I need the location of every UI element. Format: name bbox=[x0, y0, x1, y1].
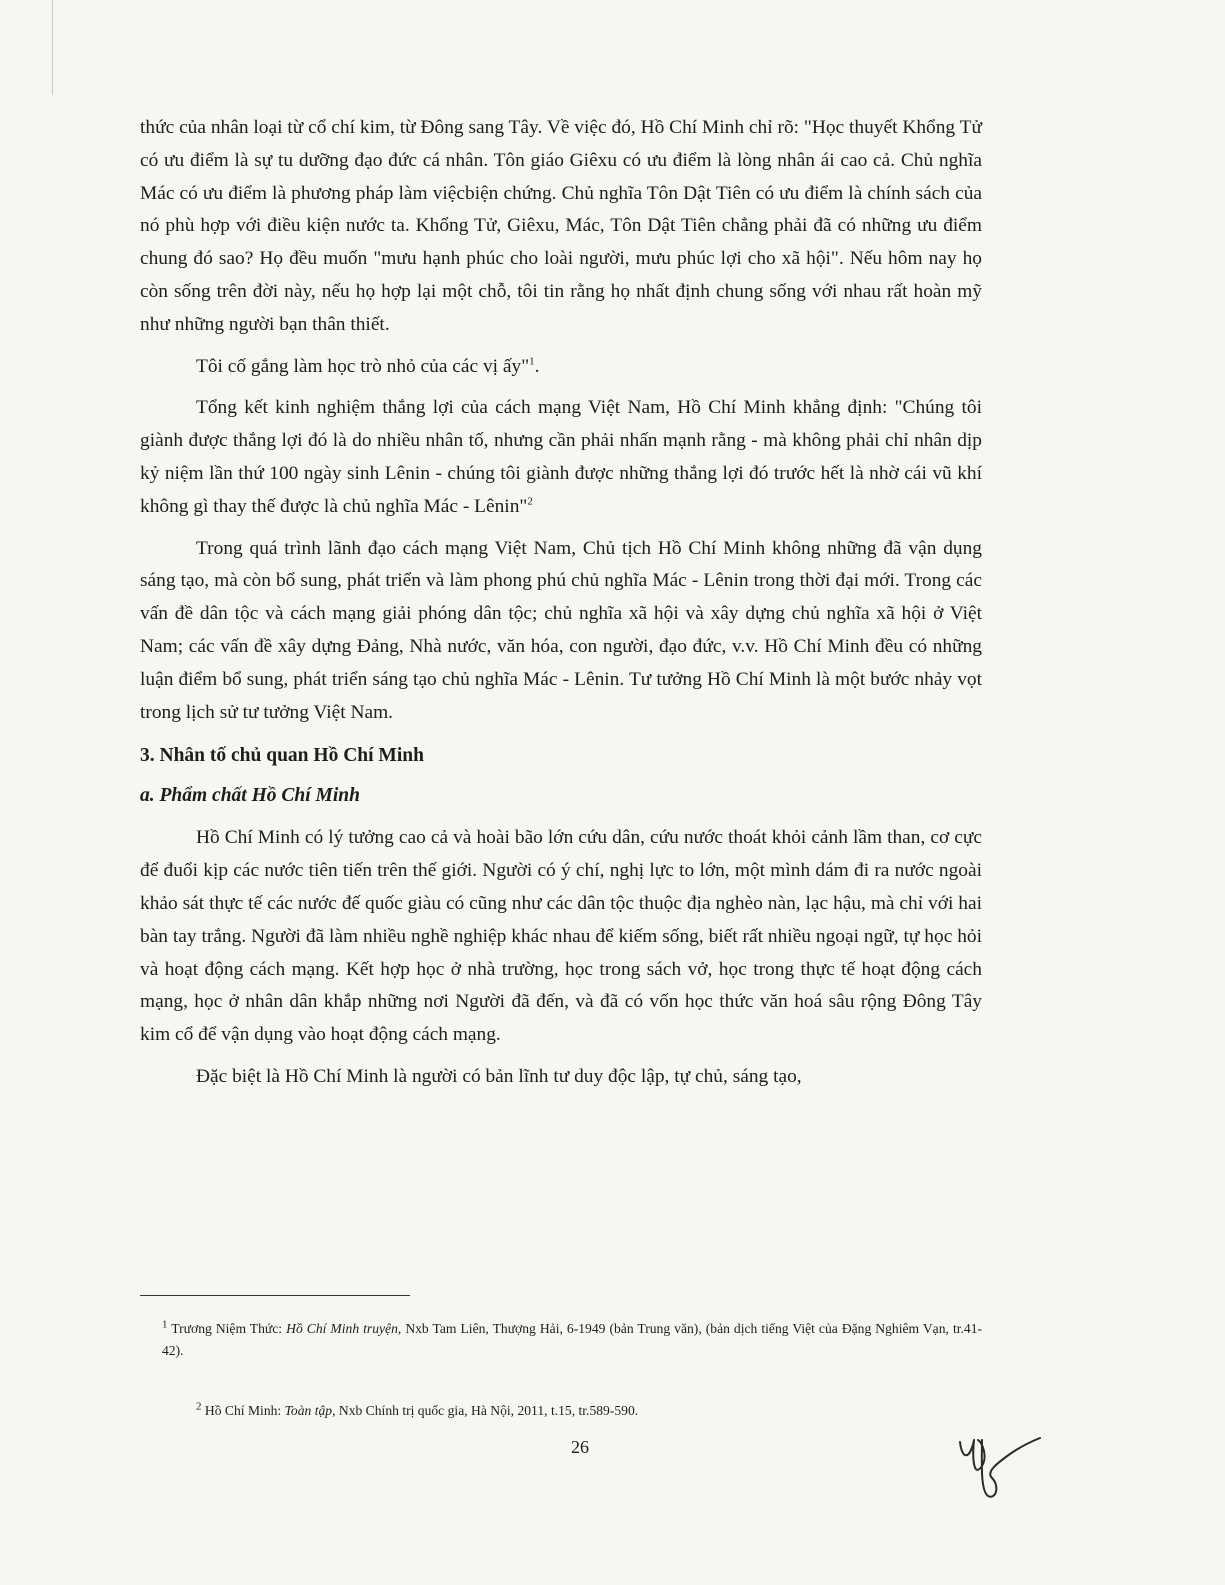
paragraph-2 bbox=[140, 351, 982, 384]
footnote-2-author: Hồ Chí Minh: bbox=[204, 1403, 285, 1418]
paragraph-5: Hồ Chí Minh có lý tưởng cao cả và hoài bão lớn cứu dân, cứu nước thoát khỏi cảnh lầm than, cơ cực để đuổi kịp các nước tiên tiến trên thế giới. Người có ý chí, nghị lực to lớn, một mình dám đi ra nước ngoài khảo sát thực tế các nước đế quốc giàu có cũng như các dân tộc thuộc địa nghèo nàn, lạc hậu, mà chỉ với hai bàn tay trắng. Người đã làm nhiều nghề nghiệp khác nhau để kiếm sống, biết rất nhiều ngoại ngữ, tự học hỏi và hoạt động cách mạng. Kết hợp học ở nhà trường, học trong sách vở, học trong thực tế hoạt động cách mạng, học ở nhân dân khắp những nơi Người đã đến, và đã có vốn học thức văn hoá sâu rộng Đông Tây kim cổ để vận dụng vào hoạt động cách mạng. bbox=[140, 827, 982, 1046]
paragraph-1: thức của nhân loại từ cổ chí kim, từ Đông sang Tây. Về việc đó, Hồ Chí Minh chỉ rõ: "Học thuyết Khổng Tử có ưu điểm là sự tu dưỡng đạo đức cá nhân. Tôn giáo Giêxu có ưu điểm là lòng nhân ái cao cả. Chủ nghĩa Mác có ưu điểm là phương pháp làm việcbiện chứng. Chủ nghĩa Tôn Dật Tiên có ưu điểm là chính sách của nó phù hợp với điều kiện nước ta. Khổng Tử, Giêxu, Mác, Tôn Dật Tiên chẳng phải đã có những ưu điểm chung đó sao? Họ đều muốn "mưu hạnh phúc cho loài người, mưu phúc lợi cho xã hội". Nếu hôm nay họ còn sống trên đời này, nếu họ hợp lại một chỗ, tôi tin rằng họ nhất định chung sống với nhau rất hoàn mỹ như những người bạn thân thiết. bbox=[140, 117, 982, 335]
footnote-ref-2: 2 bbox=[527, 495, 533, 508]
footnote-1-title: Hồ Chí Minh truyện bbox=[286, 1321, 398, 1336]
paragraph-3-text: Tổng kết kinh nghiệm thắng lợi của cách mạng Việt Nam, Hồ Chí Minh khẳng định: "Chúng tôi giành được thắng lợi đó là do nhiều nhân tố, nhưng cần phải nhấn mạnh rằng - mà không phải chỉ nhân dịp kỷ niệm lần thứ 100 ngày sinh Lênin - chúng tôi giành được những thắng lợi đó trước hết là nhờ cái vũ khí không gì thay thế được là chủ nghĩa Mác - Lênin" bbox=[140, 397, 982, 517]
paragraph-6: Đặc biệt là Hồ Chí Minh là người có bản lĩnh tư duy độc lập, tự chủ, sáng tạo, bbox=[196, 1065, 802, 1087]
page-number: 26 bbox=[571, 1437, 589, 1457]
subsection-heading: a. Phẩm chất Hồ Chí Minh bbox=[140, 785, 360, 807]
footnote-1-mark: 1 bbox=[162, 1318, 168, 1331]
footnote-2-rest: , Nxb Chính trị quốc gia, Hà Nội, 2011, t.15, tr.589-590. bbox=[332, 1403, 639, 1418]
footnote-1-author: Trương Niệm Thức: bbox=[171, 1321, 287, 1336]
footnote-2-title: Toàn tập bbox=[284, 1403, 333, 1418]
body-text bbox=[140, 112, 982, 1094]
scan-edge-line bbox=[52, 0, 53, 95]
footnotes bbox=[140, 1318, 982, 1422]
footnote-1-rest: , Nxb Tam Liên, Thượng Hải, 6-1949 (bản Trung văn), (bản dịch tiếng Việt của Đặng Nghiêm Vạn, tr.41-42). bbox=[162, 1321, 983, 1358]
footnote-separator bbox=[140, 1295, 410, 1296]
paragraph-3 bbox=[140, 392, 982, 523]
footnote-2 bbox=[140, 1400, 982, 1422]
paragraph-4: Trong quá trình lãnh đạo cách mạng Việt Nam, Chủ tịch Hồ Chí Minh không những đã vận dụng sáng tạo, mà còn bổ sung, phát triển và làm phong phú chủ nghĩa Mác - Lênin trong thời đại mới. Trong các vấn đề dân tộc và cách mạng giải phóng dân tộc; chủ nghĩa xã hội và xây dựng chủ nghĩa xã hội ở Việt Nam; các vấn đề xây dựng Đảng, Nhà nước, văn hóa, con người, đạo đức, v.v. Hồ Chí Minh đều có những luận điểm bổ sung, phát triển sáng tạo chủ nghĩa Mác - Lênin. Tư tưởng Hồ Chí Minh là một bước nhảy vọt trong lịch sử tư tưởng Việt Nam. bbox=[140, 537, 982, 723]
paragraph-2-tail: . bbox=[534, 355, 540, 377]
handwritten-initials-signature bbox=[952, 1420, 1042, 1500]
footnote-2-mark: 2 bbox=[196, 1400, 202, 1413]
section-heading: 3. Nhân tố chủ quan Hồ Chí Minh bbox=[140, 745, 424, 767]
paragraph-2-text: Tôi cố gắng làm học trò nhỏ của các vị ấy" bbox=[196, 355, 530, 377]
footnote-1 bbox=[140, 1318, 982, 1362]
footnote-ref-1: 1 bbox=[529, 355, 535, 368]
